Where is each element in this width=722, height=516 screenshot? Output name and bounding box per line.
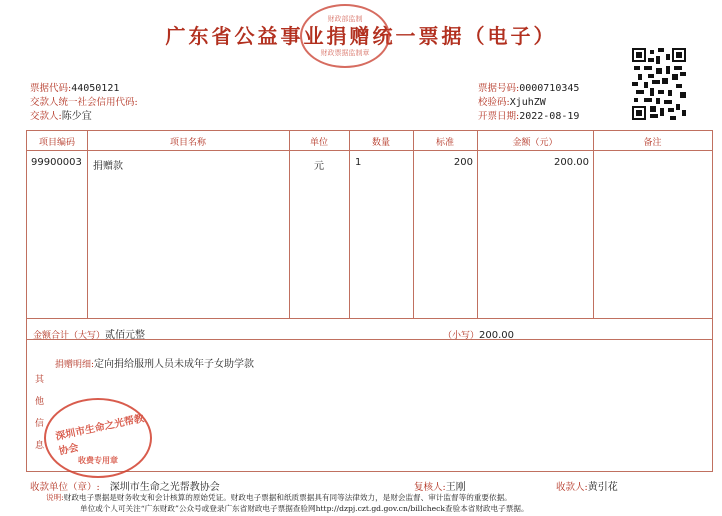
total-small-label: （小写）: [443, 331, 480, 341]
detail-label: 捐赠明细:: [55, 360, 95, 370]
stamp-type-text: 收费专用章: [78, 455, 118, 465]
header-remark: 备注: [643, 138, 662, 148]
code-value: 44050121: [71, 83, 120, 94]
payer-credit-label: 交款人统一社会信用代码:: [30, 97, 138, 108]
total-small: 200.00: [479, 330, 515, 341]
note-line1: 财政电子票据是财务收支和会计核算的原始凭证。财政电子票据和纸质票据具有同等法律效力，是财会监督、审计监督等的重要依据。: [63, 493, 512, 502]
payer-value: 陈少宜: [61, 111, 92, 122]
payer-label: 交款人:: [30, 111, 62, 122]
detail-line: [55, 352, 254, 371]
date-value: 2022-08-19: [519, 111, 580, 122]
number-value: 0000710345: [519, 83, 580, 94]
row-name: 捐赠款: [93, 161, 123, 172]
unit-label: 收款单位（章）:: [30, 482, 100, 493]
meta-right: [478, 82, 579, 124]
org-seal-stamp: [44, 398, 152, 478]
check-label: 校验码:: [478, 97, 510, 108]
row-unit: 元: [314, 161, 324, 172]
row-qty: 1: [355, 157, 362, 168]
header-amount: 金额（元）: [512, 138, 558, 148]
row-code: 99900003: [31, 157, 82, 168]
footer-note: [46, 492, 716, 514]
payee-value: 黄引花: [587, 482, 618, 493]
footer-unit: [30, 478, 220, 493]
header-code: 项目编码: [38, 138, 75, 148]
footer-payee: [556, 478, 618, 493]
date-label: 开票日期:: [478, 111, 520, 122]
check-value: XjuhZW: [509, 97, 546, 108]
header-std: 标准: [435, 138, 454, 148]
unit-value: 深圳市生命之光帮教协会: [109, 482, 220, 493]
note-label: 说明:: [46, 493, 64, 502]
qr-code-icon: [632, 48, 686, 120]
header-unit: 单位: [309, 138, 328, 148]
footer-reviewer: [414, 478, 466, 493]
header-qty: 数量: [371, 138, 390, 148]
code-label: 票据代码:: [30, 83, 72, 94]
bill-title: 广东省公益事业捐赠统一票据（电子）: [165, 24, 557, 48]
other-info-label: 其他信息: [35, 375, 45, 451]
note-line2: 单位或个人可关注“广东财政”公众号或登录广东省财政电子票据查验网http://dzpj.czt.gd.gov.cn/billcheck查验本省财政电子票据。: [80, 504, 529, 513]
detail-value: 定向捐给服刑人员未成年子女助学款: [94, 359, 255, 370]
number-label: 票据号码:: [478, 83, 520, 94]
seal-text-top: 财政部监制: [327, 15, 363, 23]
header-name: 项目名称: [169, 138, 206, 148]
reviewer-value: 王刚: [445, 482, 466, 493]
total-upper: 贰佰元整: [105, 330, 146, 341]
total-label: 金额合计（大写）: [33, 331, 106, 341]
total-row: [27, 318, 712, 340]
row-std: 200: [453, 157, 473, 168]
payee-label: 收款人:: [556, 482, 588, 493]
reviewer-label: 复核人:: [414, 482, 446, 493]
finance-supervision-seal: [300, 4, 390, 68]
row-amount: 200.00: [554, 157, 589, 168]
stamp-org-text: 深圳市生命之光帮教协会: [54, 413, 146, 458]
meta-left: [30, 82, 138, 124]
seal-text-bottom: 财政票据监制章: [320, 49, 370, 57]
